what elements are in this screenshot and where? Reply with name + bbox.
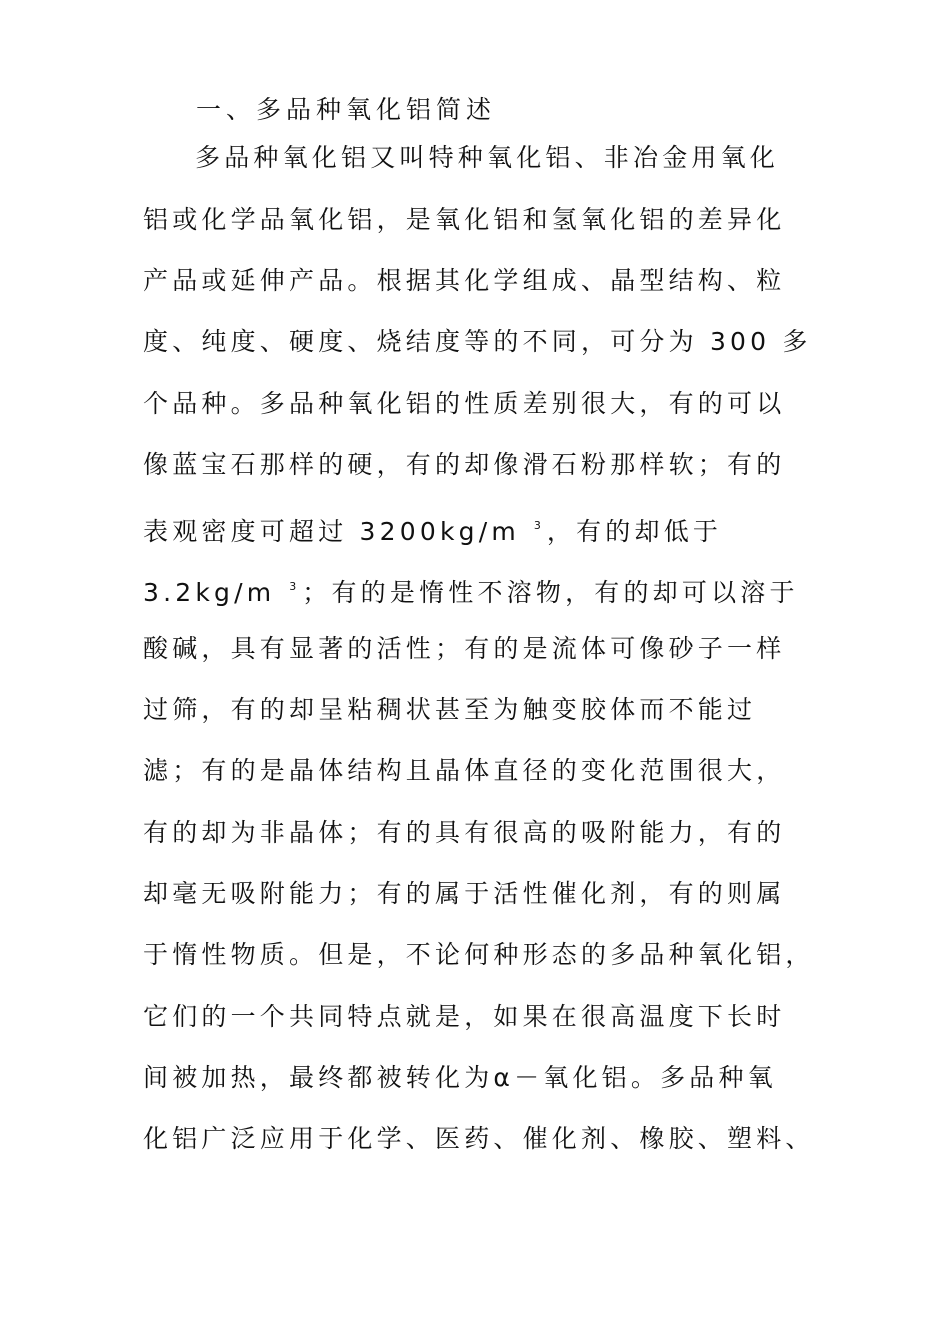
paragraph-line: 有的却为非晶体；有的具有很高的吸附能力，有的 [143, 818, 786, 847]
paragraph-line [143, 567, 799, 613]
paragraph-line: 个品种。多品种氧化铝的性质差别很大，有的可以 [143, 389, 786, 418]
paragraph-line: 化铝广泛应用于化学、医药、催化剂、橡胶、塑料、 [143, 1124, 815, 1153]
density-text: 3.2kg/m [143, 578, 276, 607]
paragraph-line: 滤；有的是晶体结构且晶体直径的变化范围很大， [143, 756, 786, 785]
section-heading: 一、多品种氧化铝简述 [196, 95, 497, 124]
paragraph-line: 于惰性物质。但是，不论何种形态的多品种氧化铝， [143, 940, 815, 969]
paragraph-line: 它们的一个共同特点就是，如果在很高温度下长时 [143, 1002, 786, 1031]
paragraph-line: 铝或化学品氧化铝，是氧化铝和氢氧化铝的差异化 [143, 205, 786, 234]
paragraph-line: 度、纯度、硬度、烧结度等的不同，可分为 300 多 [143, 327, 812, 356]
paragraph-line: 间被加热，最终都被转化为α－氧化铝。多品种氧 [143, 1063, 777, 1092]
paragraph-line: 酸碱，具有显著的活性；有的是流体可像砂子一样 [143, 634, 786, 663]
paragraph-line: 产品或延伸产品。根据其化学组成、晶型结构、粒 [143, 266, 786, 295]
paragraph-line: 像蓝宝石那样的硬，有的却像滑石粉那样软；有的 [143, 450, 786, 479]
paragraph-line: 多品种氧化铝又叫特种氧化铝、非冶金用氧化 [195, 143, 780, 172]
density-text: 表观密度可超过 3200kg/m [143, 517, 520, 546]
paragraph-line [143, 506, 722, 552]
density-text-tail: ；有的是惰性不溶物，有的却可以溶于 [302, 578, 799, 607]
superscript: 3 [533, 519, 541, 532]
superscript: 3 [289, 580, 297, 593]
paragraph-line: 却毫无吸附能力；有的属于活性催化剂，有的则属 [143, 879, 786, 908]
density-text-tail: ，有的却低于 [546, 517, 723, 546]
paragraph-line: 过筛，有的却呈粘稠状甚至为触变胶体而不能过 [143, 695, 757, 724]
